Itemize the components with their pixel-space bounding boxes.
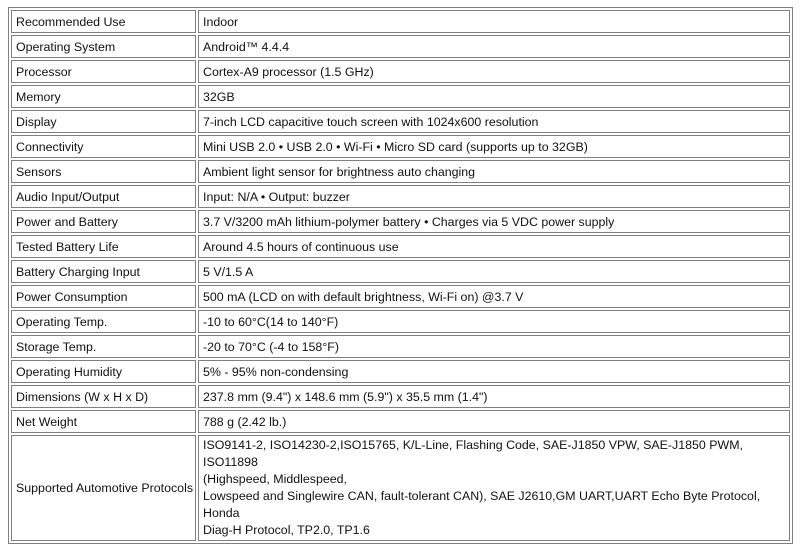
spec-value: 788 g (2.42 lb.) <box>198 410 790 433</box>
spec-row-connectivity <box>11 135 790 158</box>
protocols-line: Diag-H Protocol, TP2.0, TP1.6 <box>203 523 370 537</box>
protocols-line: Lowspeed and Singlewire CAN, fault-tolerant CAN), SAE J2610,GM UART,UART Echo Byte Protocol, Honda <box>203 489 761 520</box>
spec-label: Sensors <box>11 160 196 183</box>
spec-label: Operating System <box>11 35 196 58</box>
spec-row-operating-humidity <box>11 360 790 383</box>
spec-value: 3.7 V/3200 mAh lithium-polymer battery • Charges via 5 VDC power supply <box>198 210 790 233</box>
spec-value: 500 mA (LCD on with default brightness, Wi-Fi on) @3.7 V <box>198 285 790 308</box>
spec-label: Storage Temp. <box>11 335 196 358</box>
spec-label: Connectivity <box>11 135 196 158</box>
spec-row-recommended-use <box>11 10 790 33</box>
spec-row-operating-temp <box>11 310 790 333</box>
spec-value: 7-inch LCD capacitive touch screen with 1024x600 resolution <box>198 110 790 133</box>
spec-value: 5 V/1.5 A <box>198 260 790 283</box>
spec-value: -20 to 70°C (-4 to 158°F) <box>198 335 790 358</box>
spec-row-net-weight <box>11 410 790 433</box>
spec-value: Mini USB 2.0 • USB 2.0 • Wi-Fi • Micro SD card (supports up to 32GB) <box>198 135 790 158</box>
spec-label: Power and Battery <box>11 210 196 233</box>
spec-label: Operating Temp. <box>11 310 196 333</box>
specifications-table <box>8 7 793 544</box>
spec-value: 237.8 mm (9.4") x 148.6 mm (5.9") x 35.5 mm (1.4") <box>198 385 790 408</box>
spec-value: 32GB <box>198 85 790 108</box>
spec-label: Dimensions (W x H x D) <box>11 385 196 408</box>
spec-row-storage-temp <box>11 335 790 358</box>
spec-value-protocols <box>198 435 790 541</box>
spec-row-processor <box>11 60 790 83</box>
spec-row-dimensions <box>11 385 790 408</box>
spec-row-battery-life <box>11 235 790 258</box>
spec-row-audio <box>11 185 790 208</box>
spec-label: Processor <box>11 60 196 83</box>
spec-label: Recommended Use <box>11 10 196 33</box>
spec-label: Operating Humidity <box>11 360 196 383</box>
spec-row-operating-system <box>11 35 790 58</box>
spec-value: Input: N/A • Output: buzzer <box>198 185 790 208</box>
spec-value: Indoor <box>198 10 790 33</box>
spec-label: Supported Automotive Protocols <box>11 435 196 541</box>
spec-value: Android™ 4.4.4 <box>198 35 790 58</box>
protocols-line: ISO9141-2, ISO14230-2,ISO15765, K/L-Line, Flashing Code, SAE-J1850 VPW, SAE-J1850 PWM, ISO11898 <box>203 438 743 469</box>
spec-label: Net Weight <box>11 410 196 433</box>
spec-row-power-consumption <box>11 285 790 308</box>
spec-value: -10 to 60°C(14 to 140°F) <box>198 310 790 333</box>
spec-label: Tested Battery Life <box>11 235 196 258</box>
spec-row-memory <box>11 85 790 108</box>
spec-row-charging-input <box>11 260 790 283</box>
spec-row-sensors <box>11 160 790 183</box>
spec-label: Power Consumption <box>11 285 196 308</box>
spec-value: Cortex-A9 processor (1.5 GHz) <box>198 60 790 83</box>
protocols-line: (Highspeed, Middlespeed, <box>203 472 347 486</box>
spec-label: Audio Input/Output <box>11 185 196 208</box>
spec-value: Around 4.5 hours of continuous use <box>198 235 790 258</box>
spec-label: Memory <box>11 85 196 108</box>
spec-label: Display <box>11 110 196 133</box>
spec-row-power-battery <box>11 210 790 233</box>
spec-value: Ambient light sensor for brightness auto changing <box>198 160 790 183</box>
spec-row-protocols <box>11 435 790 541</box>
spec-row-display <box>11 110 790 133</box>
spec-label: Battery Charging Input <box>11 260 196 283</box>
spec-value: 5% - 95% non-condensing <box>198 360 790 383</box>
